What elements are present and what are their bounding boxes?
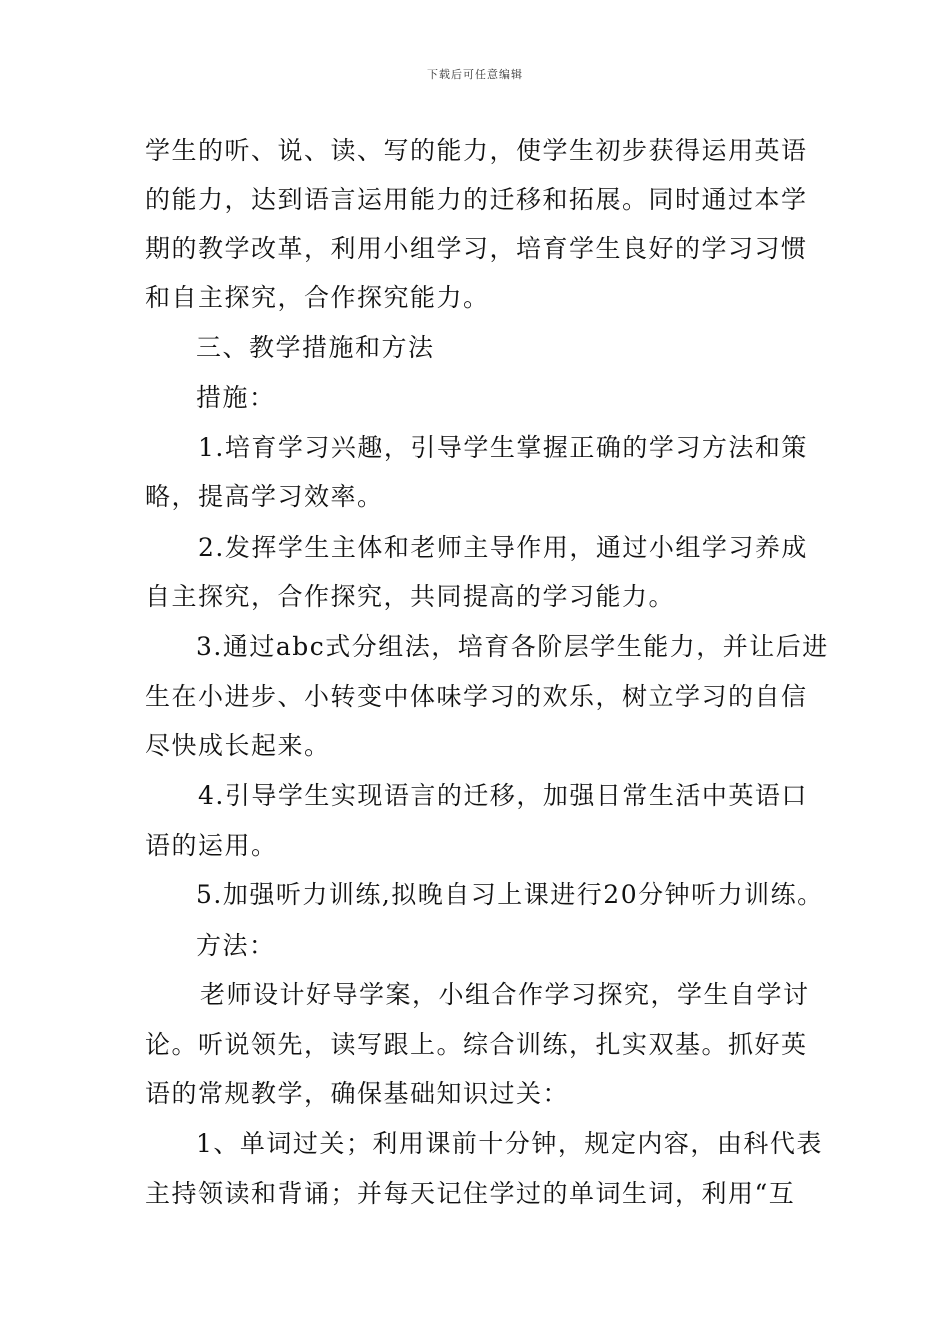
list-item: 1.培育学习兴趣，引导学生掌握正确的学习方法和策 <box>198 433 808 462</box>
body-line: 语的运用。 <box>145 831 278 860</box>
subheading-methods: 方法： <box>196 931 276 960</box>
list-item: 2.发挥学生主体和老师主导作用，通过小组学习养成 <box>198 533 808 562</box>
body-line: 论。听说领先，读写跟上。综合训练，扎实双基。抓好英 <box>145 1030 808 1059</box>
body-line: 语的常规教学，确保基础知识过关： <box>145 1079 570 1108</box>
body-line: 学生的听、说、读、写的能力，使学生初步获得运用英语 <box>145 136 808 165</box>
body-line: 尽快成长起来。 <box>145 731 331 760</box>
body-line: 老师设计好导学案，小组合作学习探究，学生自学讨 <box>200 980 810 1009</box>
section-heading: 三、教学措施和方法 <box>196 333 435 362</box>
subheading-measures: 措施： <box>196 383 276 412</box>
body-line: 生在小进步、小转变中体味学习的欢乐，树立学习的自信 <box>145 682 808 711</box>
body-line: 的能力，达到语言运用能力的迁移和拓展。同时通过本学 <box>145 185 808 214</box>
list-item: 3.通过abc式分组法，培育各阶层学生能力，并让后进 <box>196 632 829 661</box>
body-line: 期的教学改革，利用小组学习，培育学生良好的学习习惯 <box>145 234 808 263</box>
body-line: 和自主探究，合作探究能力。 <box>145 283 490 312</box>
list-item: 1、单词过关；利用课前十分钟，规定内容，由科代表 <box>196 1129 823 1158</box>
body-line: 略，提高学习效率。 <box>145 482 384 511</box>
list-item: 5.加强听力训练,拟晚自习上课进行20分钟听力训练。 <box>196 880 824 909</box>
body-line: 主持领读和背诵；并每天记住学过的单词生词，利用“互 <box>145 1179 796 1208</box>
body-line: 自主探究，合作探究，共同提高的学习能力。 <box>145 582 676 611</box>
list-item: 4.引导学生实现语言的迁移，加强日常生活中英语口 <box>198 781 808 810</box>
page-header: 下载后可任意编辑 <box>427 68 523 81</box>
